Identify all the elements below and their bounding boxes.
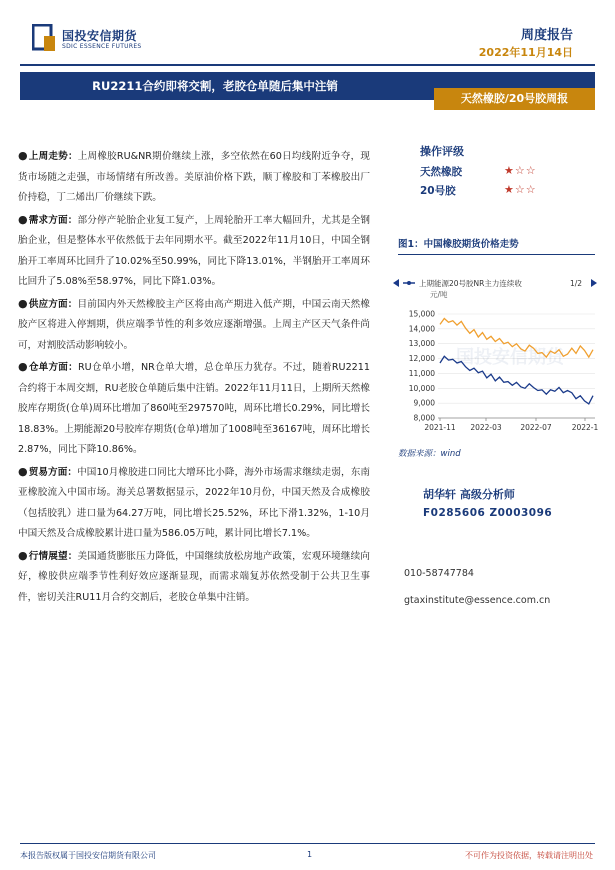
rating-name-natural-rubber: 天然橡胶 xyxy=(420,166,462,178)
report-title: RU2211合约即将交割，老胶仓单随后集中注销 xyxy=(92,79,338,93)
legend-label: 上期能源20号胶NR主力连续收 xyxy=(419,279,522,288)
footer-disclaimer: 不可作为投资依据，转载请注明出处 xyxy=(465,851,593,860)
report-type: 周度报告 xyxy=(520,28,573,43)
logo-english-name: SDIC ESSENCE FUTURES xyxy=(62,43,142,50)
section-body: 上周橡胶RU&NR期价继续上涨，多空依然在60日均线附近争夺，现货市场随之走强，市场情绪有所改善。美原油价格下跌，顺丁橡胶和丁苯橡胶出厂价持稳，丁二烯出厂价继续下跌。 xyxy=(18,151,370,203)
legend-page: 1/2 xyxy=(570,279,583,288)
legend-swatch-dot xyxy=(407,281,411,285)
section-body: 中国10月橡胶进口同比大增环比小降，海外市场需求继续走弱，东南亚橡胶流入中国市场。海关总署数据显示，2022年10月份，中国天然及合成橡胶（包括胶乳）进口量为64.27万吨，同比增长25.52%，环比下滑1.32%，1-10月中国天然及合成橡胶累计进口量为586.05万吨，累计同比增长7.1%。 xyxy=(18,466,370,539)
section-outlook xyxy=(18,546,370,609)
x-tick-label: 2022-03 xyxy=(470,423,502,432)
legend-prev-arrow-icon[interactable] xyxy=(393,279,399,287)
bullet-icon: ● xyxy=(18,464,28,478)
section-body: 部分停产轮胎企业复工复产，上周轮胎开工率大幅回升，尤其是全钢胎企业，但是整体水平依然低于去年同期水平。截至2022年11月10日，中国全钢胎开工率周环比回升了10.02%至50.99%，同比下降13.01%，半钢胎开工率周环比回升了5.08%至58.97%，同比下降1.03%。 xyxy=(18,214,371,287)
rating-title: 操作评级 xyxy=(420,145,464,158)
bullet-icon: ● xyxy=(18,212,28,226)
section-heading: 仓单方面： xyxy=(28,362,78,373)
section-heading: 上周走势： xyxy=(28,151,78,162)
rating-stars-natural-rubber: ★☆☆ xyxy=(504,164,537,177)
bullet-icon: ● xyxy=(18,296,28,310)
header-divider xyxy=(20,64,595,66)
section-body: 美国通货膨胀压力降低，中国继续放松房地产政策，宏观环境继续向好，橡胶供应端季节性利好效应逐渐显现，而需求端复苏依然受制于公共卫生事件，密切关注RU11月合约交割后，老胶仓单集中注销。 xyxy=(18,550,371,603)
price-chart xyxy=(390,268,605,438)
company-logo-icon xyxy=(32,24,56,52)
y-tick-label: 9,000 xyxy=(413,398,435,408)
analyst-name-title: 胡华轩 高级分析师 xyxy=(423,488,515,501)
figure-divider xyxy=(398,254,595,255)
section-demand xyxy=(18,210,370,293)
y-tick-label: 15,000 xyxy=(408,309,435,319)
y-tick-label: 13,000 xyxy=(408,339,435,349)
y-axis-unit: 元/吨 xyxy=(430,290,448,299)
section-heading: 供应方面： xyxy=(28,298,78,310)
x-tick-label: 2022-07 xyxy=(520,423,552,432)
x-tick-label: 2021-11 xyxy=(424,423,456,432)
section-heading: 行情展望： xyxy=(28,550,78,562)
rating-stars-no20-rubber: ★☆☆ xyxy=(504,183,537,196)
page-number: 1 xyxy=(307,850,313,859)
section-weekly-trend xyxy=(18,146,370,209)
footer-divider xyxy=(20,843,595,844)
section-warehouse xyxy=(18,357,370,461)
section-trade xyxy=(18,462,370,545)
y-tick-label: 11,000 xyxy=(408,368,435,378)
bullet-icon: ● xyxy=(18,360,28,373)
section-heading: 贸易方面： xyxy=(28,466,78,478)
section-body: 目前国内外天然橡胶主产区将由高产期进入低产期，中国云南天然橡胶产区将进入停割期，供应端季节性的利多效应逐渐增强。上周主产区天气条件尚可，对割胶活动影响较小。 xyxy=(18,298,371,351)
analyst-certificate: F0285606 Z0003096 xyxy=(423,507,553,519)
figure-title: 图1：中国橡胶期货价格走势 xyxy=(398,239,519,250)
rating-name-no20-rubber: 20号胶 xyxy=(420,185,456,197)
x-tick-label: 2022-1 xyxy=(571,423,599,432)
logo-chinese-name: 国投安信期货 xyxy=(62,29,138,43)
data-source: 数据来源：wind xyxy=(398,449,461,459)
bullet-icon: ● xyxy=(18,149,28,162)
bullet-icon: ● xyxy=(18,548,28,562)
y-tick-label: 10,000 xyxy=(408,383,435,393)
report-category-tag: 天然橡胶/20号胶周报 xyxy=(434,88,595,110)
analyst-email[interactable]: gtaxinstitute@essence.com.cn xyxy=(404,595,551,606)
section-supply xyxy=(18,294,370,357)
section-heading: 需求方面： xyxy=(28,214,78,226)
report-date: 2022年11月14日 xyxy=(478,46,573,59)
y-tick-label: 12,000 xyxy=(408,354,435,364)
section-body: RU仓单小增，NR仓单大增，总仓单压力犹存。不过，随着RU2211合约将于本周交割，RU老胶仓单随后集中注销。2022年11月11日，上期所天然橡胶库存期货(仓单)周环比增加了860吨至297570吨，周环比增长0.29%，同比增长18.83%。上期能源20号胶库存期货(仓单)增加了1008吨至36167吨，周环比增长2.87%，同比下降10.86%。 xyxy=(18,362,370,455)
y-tick-label: 14,000 xyxy=(408,324,435,334)
chart-watermark: 国投安信期货 xyxy=(456,347,564,368)
analyst-phone: 010-58747784 xyxy=(404,568,474,579)
chart-legend[interactable] xyxy=(393,278,597,288)
y-tick-label: 8,000 xyxy=(413,413,435,423)
analysis-body xyxy=(18,146,370,609)
legend-next-arrow-icon[interactable] xyxy=(591,279,597,287)
footer-copyright: 本报告版权属于国投安信期货有限公司 xyxy=(20,851,156,860)
